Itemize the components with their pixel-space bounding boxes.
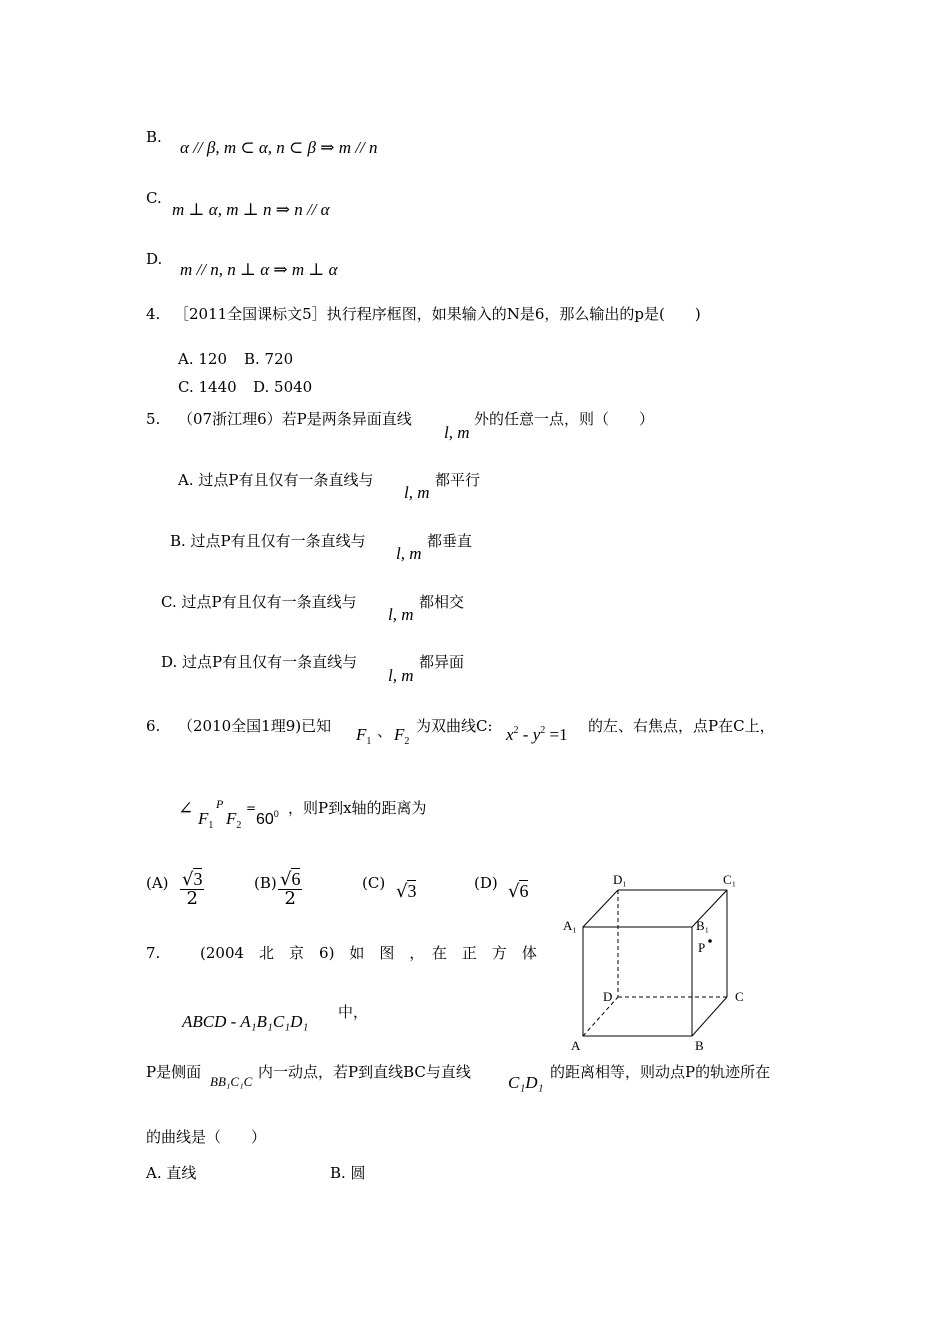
vertex-label-a: A — [571, 1038, 581, 1053]
q5-number: 5. — [146, 410, 161, 428]
q4-option-d: D. 5040 — [253, 378, 313, 396]
q7-line2-mid: 内一动点，若P到直线BC与直线 — [258, 1063, 471, 1081]
q6-f2: $F_2$ — [394, 725, 410, 747]
q6-separator: 、 — [377, 722, 393, 740]
q6-option-c-label: (C) — [362, 874, 386, 892]
q7-option-a: A. 直线 — [146, 1164, 197, 1182]
cube-figure — [555, 868, 765, 1058]
q6-f1: $F_1$ — [356, 725, 372, 747]
q5-option-d-post: 都异面 — [419, 653, 465, 671]
cube-front-face — [583, 927, 692, 1036]
vertex-label-d: D — [603, 989, 613, 1004]
q6-number: 6. — [146, 717, 161, 735]
q7-number: 7. — [146, 944, 161, 962]
q3-option-b-math: α // β, m ⊂ α, n ⊂ β ⇒ m // n — [180, 138, 378, 157]
cube-edge-bc — [692, 997, 727, 1036]
angle-symbol: ∠ — [178, 798, 194, 819]
q4-option-c: C. 1440 — [178, 378, 237, 396]
q6-hyperbola-equation: $x^2 - y^2 =1$ — [506, 725, 568, 744]
cube-hidden-edge-ad — [583, 997, 618, 1036]
vertex-label-c: C — [735, 989, 744, 1004]
q6-line2-suffix: ，则P到x轴的距离为 — [288, 799, 427, 817]
q7-option-b: B. 圆 — [330, 1164, 366, 1182]
q6-option-b-label: (B) — [254, 874, 277, 892]
q5-option-a-pre: A. 过点P有且仅有一条直线与 — [178, 471, 374, 489]
q6-mid: 为双曲线C: — [416, 717, 493, 735]
vertex-label-d1: D₁ — [613, 872, 627, 887]
q5-suffix: 外的任意一点，则（ ） — [474, 410, 655, 428]
q7-line2-pre: P是侧面 — [146, 1063, 202, 1081]
q3-option-d-label: D. — [146, 250, 163, 268]
q6-prefix: （2010全国1理9)已知 — [178, 717, 332, 735]
q6-option-d-label: (D) — [474, 874, 498, 892]
q4-option-a: A. 120 — [178, 350, 227, 368]
q6-angle-p: P — [216, 797, 224, 811]
q5-option-d-lm: l, m — [388, 666, 414, 685]
q6-angle-f2: $F_2$ — [226, 809, 242, 831]
q3-option-d-math: m // n, n ⊥ α ⇒ m ⊥ α — [180, 260, 338, 279]
q6-angle-value: $60^0$ — [256, 809, 279, 828]
q4-text: ［2011全国课标文5］执行程序框图，如果输入的N是6，那么输出的p是( ) — [174, 305, 701, 323]
q5-lm: l, m — [444, 423, 470, 442]
q3-option-c-label: C. — [146, 189, 162, 207]
q5-option-b-lm: l, m — [396, 544, 422, 563]
point-label-p: P — [698, 940, 706, 955]
q5-option-a-lm: l, m — [404, 483, 430, 502]
q6-option-c-value: √3 — [396, 881, 417, 902]
q3-option-c-math: m ⊥ α, m ⊥ n ⇒ n // α — [172, 200, 330, 219]
q7-face: BB₁C₁C — [210, 1074, 253, 1089]
q4-option-b: B. 720 — [244, 350, 294, 368]
q5-option-c-pre: C. 过点P有且仅有一条直线与 — [161, 593, 357, 611]
q7-head: (2004 北 京 6) 如 图 ， 在 正 方 体 — [200, 944, 537, 962]
q7-cube-name: ABCD - A₁B₁C₁D₁ — [182, 1012, 309, 1031]
q5-prefix: （07浙江理6）若P是两条异面直线 — [178, 410, 412, 428]
q3-option-b-label: B. — [146, 128, 162, 146]
q5-option-b-pre: B. 过点P有且仅有一条直线与 — [170, 532, 366, 550]
q6-option-a-label: (A) — [146, 874, 169, 892]
q6-option-d-value: √6 — [508, 881, 529, 902]
vertex-label-c1: C₁ — [723, 872, 737, 887]
q5-option-c-post: 都相交 — [419, 593, 465, 611]
q4-number: 4. — [146, 305, 161, 323]
cube-edge-a1d1 — [583, 890, 618, 927]
q5-option-d-pre: D. 过点P有且仅有一条直线与 — [161, 653, 358, 671]
q5-option-c-lm: l, m — [388, 605, 414, 624]
q7-line3: 的曲线是（ ） — [146, 1128, 267, 1146]
q6-option-b-value: $\frac{√6}{2}$ — [280, 869, 301, 909]
q7-c1d1: C₁D₁ — [508, 1073, 544, 1092]
q7-cube-suffix: 中， — [338, 1003, 369, 1021]
q6-option-a-value: $\frac{√3}{2}$ — [182, 869, 203, 909]
q5-option-a-post: 都平行 — [435, 471, 481, 489]
vertex-label-b1: B₁ — [696, 918, 710, 933]
vertex-label-b: B — [695, 1038, 704, 1053]
q6-angle-f1: $F_1$ — [198, 809, 214, 831]
q7-line2-post: 的距离相等，则动点P的轨迹所在 — [550, 1063, 771, 1081]
q5-option-b-post: 都垂直 — [427, 532, 473, 550]
vertex-label-a1: A₁ — [563, 918, 577, 933]
q6-suffix: 的左、右焦点，点P在C上， — [588, 717, 775, 735]
point-p-dot — [708, 939, 712, 943]
q6-equals: = — [246, 801, 257, 815]
